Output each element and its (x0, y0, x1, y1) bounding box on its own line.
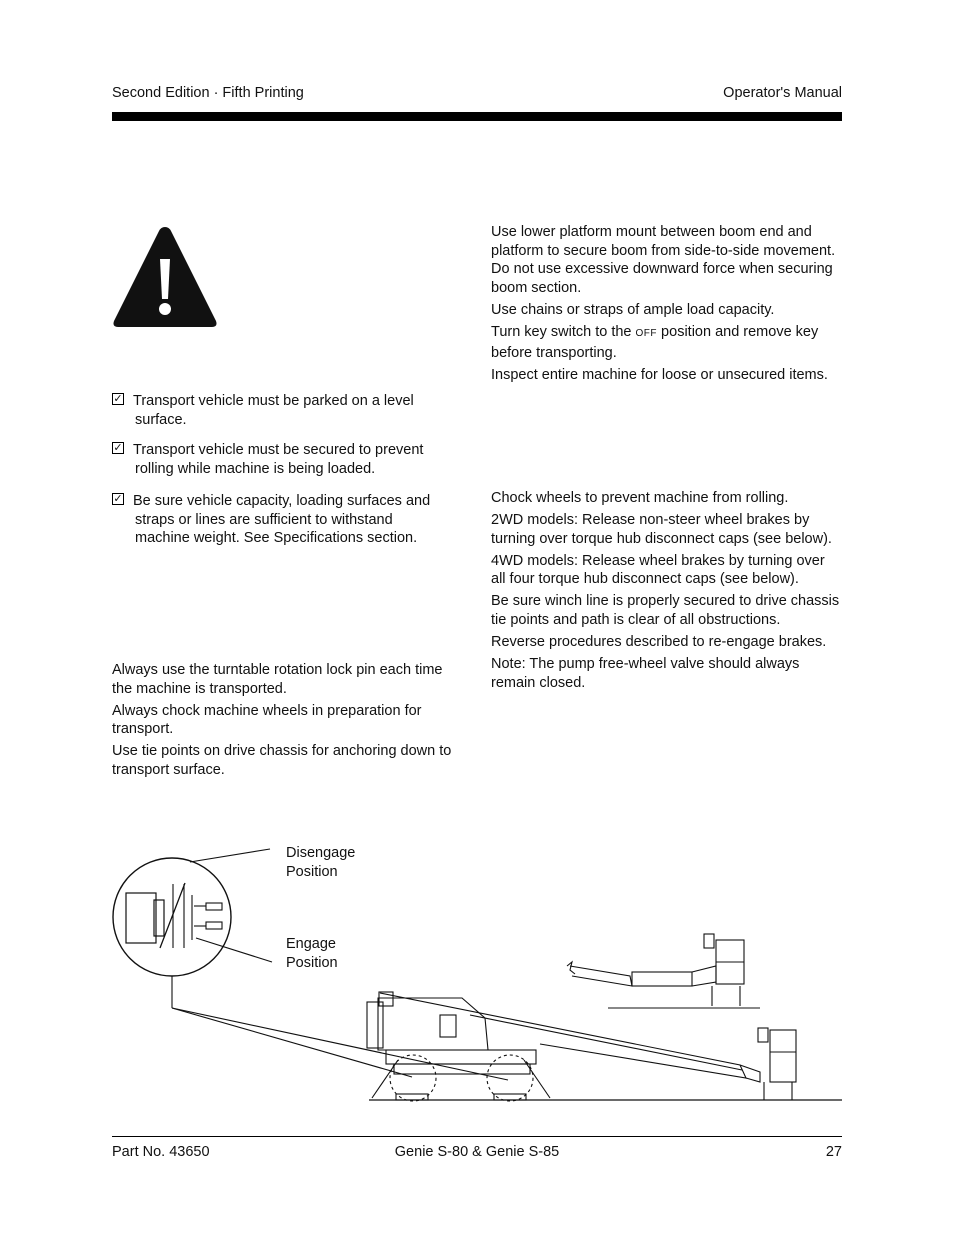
paragraph: Inspect entire machine for loose or unsecured items. (491, 366, 828, 383)
disengage-label-line1: Disengage (286, 845, 356, 861)
key-switch-text-before: Turn key switch to the (491, 324, 636, 341)
disengage-label-line2: Position (286, 863, 338, 880)
checklist-text: Be sure vehicle capacity, loading surfaces and (133, 492, 431, 509)
paragraph: Use lower platform mount between boom end and platform to secure boom from side-to-side movement. Do not use excessive downward force when securing boom section. (491, 224, 836, 297)
warning-triangle-icon (112, 225, 218, 329)
checkbox-checked-icon: ✓ (113, 442, 123, 455)
footer-rule (112, 1136, 842, 1137)
checklist-text: machine weight. See Specifications section. (135, 530, 418, 547)
right-paragraphs-bottom (491, 489, 841, 696)
checklist-text: surface. (135, 411, 187, 428)
header-edition: Second Edition · Fifth Printing (112, 85, 304, 101)
paragraph: Note: The pump free-wheel valve should always remain closed. (491, 656, 800, 691)
header-manual-title: Operator's Manual (723, 85, 842, 101)
paragraph: Be sure winch line is properly secured to drive chassis tie points and path is clear of all obstructions. (491, 593, 840, 629)
footer-part-number: Part No. 43650 (112, 1144, 210, 1160)
paragraph: Use tie points on drive chassis for anchoring down to transport surface. (112, 743, 452, 779)
checklist-item (112, 492, 462, 548)
checklist-text: Transport vehicle must be parked on a level (133, 393, 414, 409)
checkbox-checked-icon: ✓ (113, 492, 123, 505)
engage-label-line1: Engage (286, 936, 336, 952)
paragraph: Always use the turntable rotation lock pin each time the machine is transported. (112, 662, 443, 697)
checkbox-checked-icon: ✓ (113, 393, 123, 405)
paragraph: Use chains or straps of ample load capacity. (491, 302, 775, 319)
checklist-text: rolling while machine is being loaded. (135, 461, 376, 478)
off-label: OFF (635, 328, 658, 340)
key-switch-paragraph (491, 323, 841, 362)
engage-label-line2: Position (286, 954, 338, 971)
checklist (112, 392, 462, 548)
checklist-item (112, 392, 462, 429)
paragraph: Always chock machine wheels in preparation for transport. (112, 702, 422, 738)
paragraph: 4WD models: Release wheel brakes by turning over all four torque hub disconnect caps (see below). (491, 552, 825, 588)
right-paragraphs-top (491, 223, 841, 388)
checklist-item (112, 441, 462, 478)
paragraph: Chock wheels to prevent machine from rolling. (491, 490, 789, 506)
checklist-text: straps or lines are sufficient to withstand (135, 511, 393, 528)
transport-illustration (0, 830, 954, 1110)
checklist-text: Transport vehicle must be secured to prevent (133, 442, 424, 459)
footer-page-number: 27 (825, 1144, 842, 1160)
left-paragraphs (112, 661, 464, 783)
paragraph: 2WD models: Release non-steer wheel brakes by turning over torque hub disconnect caps (see below). (491, 512, 832, 547)
header-rule (112, 112, 842, 121)
key-switch-text-after: position and remove key before transporting. (491, 324, 819, 361)
paragraph: Reverse procedures described to re-engage brakes. (491, 634, 827, 651)
footer-model: Genie S-80 & Genie S-85 (394, 1144, 560, 1160)
